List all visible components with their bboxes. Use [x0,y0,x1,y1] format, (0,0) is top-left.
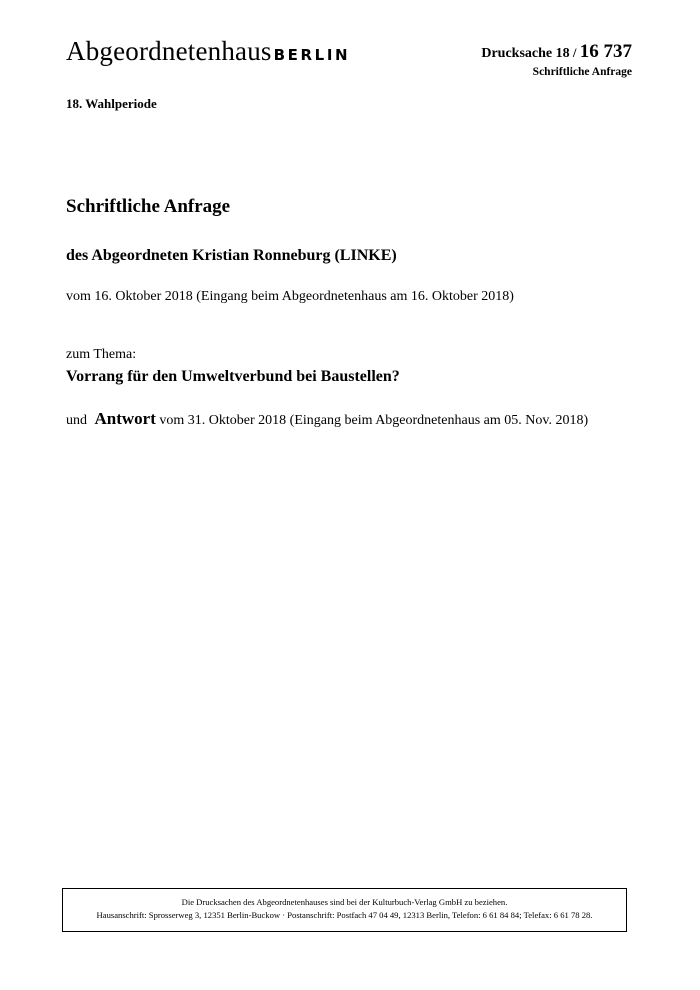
document-number [481,42,632,61]
footer-box [62,888,627,932]
parliament-logo [66,38,350,65]
document-type: Schriftliche Anfrage [532,66,632,78]
doc-label: Drucksache 18 [481,46,570,61]
answer-date: vom 31. Oktober 2018 (Eingang beim Abgeordnetenhaus am 05. Nov. 2018) [159,413,589,428]
answer-word: Antwort [94,409,156,428]
author-line: des Abgeordneten Kristian Ronneburg (LINKE) [66,247,397,264]
legislative-period: 18. Wahlperiode [66,96,157,111]
answer-line [66,409,588,429]
page-title: Schriftliche Anfrage [66,196,231,217]
submission-date-line: vom 16. Oktober 2018 (Eingang beim Abgeordnetenhaus am 16. Oktober 2018) [66,289,514,304]
doc-slash: / [569,45,580,60]
logo-city-text: BERLIN [273,46,351,64]
answer-prefix: und [66,413,87,428]
doc-number-value: 16 737 [579,41,632,62]
logo-main-text: Abgeordnetenhaus [66,36,272,66]
footer-address: Hausanschrift: Sprosserweg 3, 12351 Berlin-Buckow · Postanschrift: Postfach 47 04 49, 12313 Berlin, Telefon: 6 61 84 84; Telefax: 6 61 78 28. [96,910,593,920]
footer-distribution-note: Die Drucksachen des Abgeordnetenhauses sind bei der Kulturbuch-Verlag GmbH zu beziehen. [181,897,508,907]
topic-heading: Vorrang für den Umweltverbund bei Baustellen? [66,368,400,385]
topic-label: zum Thema: [66,347,137,362]
